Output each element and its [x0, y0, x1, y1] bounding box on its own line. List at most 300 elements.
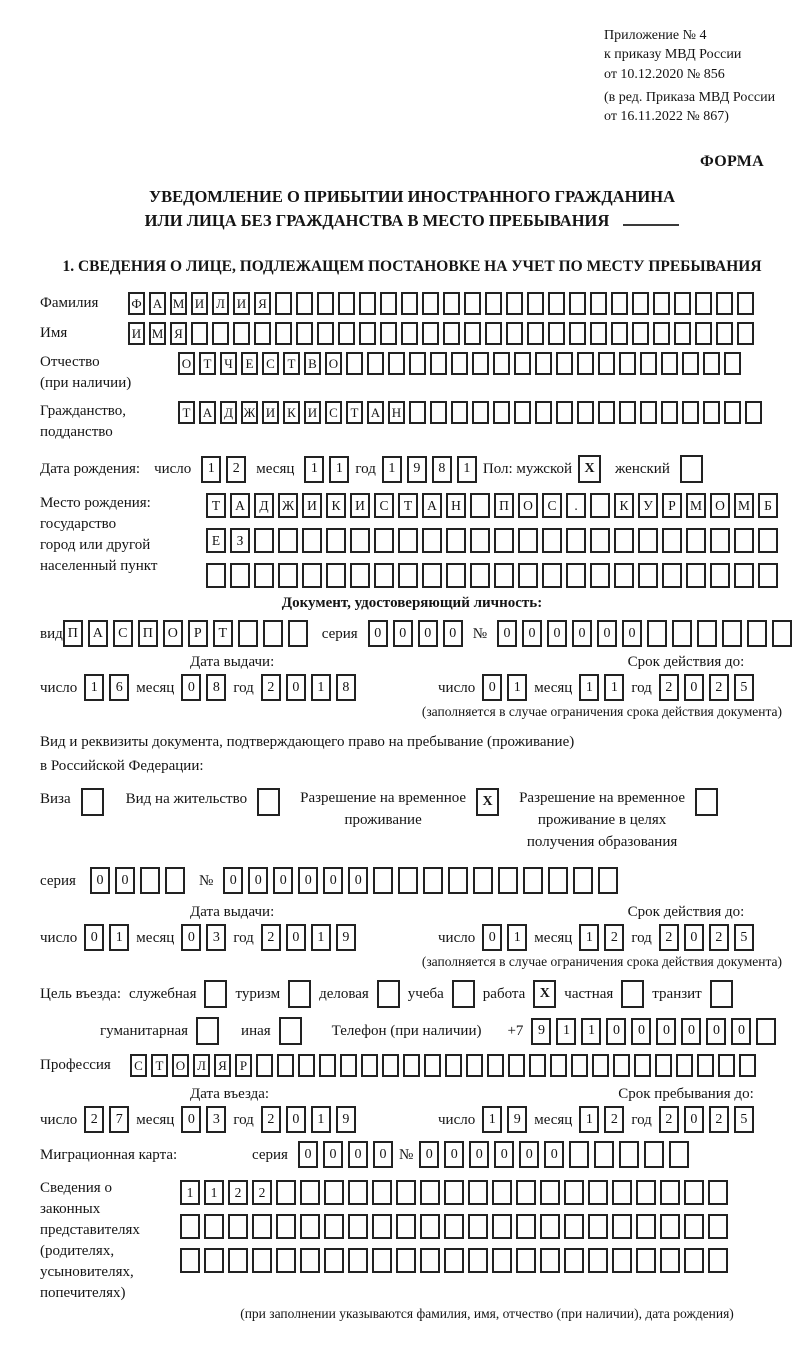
char-box[interactable]	[653, 322, 670, 345]
char-box[interactable]	[443, 292, 460, 315]
char-box[interactable]	[252, 1248, 272, 1273]
char-box[interactable]	[275, 322, 292, 345]
char-box[interactable]: Т	[283, 352, 300, 375]
char-box[interactable]	[564, 1180, 584, 1205]
char-box[interactable]	[470, 563, 490, 588]
char-box[interactable]: 2	[659, 1106, 679, 1133]
char-box[interactable]: 5	[734, 1106, 754, 1133]
legal-reps-boxes-row3[interactable]	[180, 1248, 728, 1273]
char-box[interactable]	[372, 1248, 392, 1273]
char-box[interactable]	[758, 563, 778, 588]
char-box[interactable]: Ж	[241, 401, 258, 424]
char-box[interactable]: Ч	[220, 352, 237, 375]
char-box[interactable]	[492, 1180, 512, 1205]
char-box[interactable]: 1	[556, 1018, 576, 1045]
char-box[interactable]	[737, 322, 754, 345]
id-issue-day-boxes[interactable]	[84, 674, 129, 701]
char-box[interactable]	[206, 563, 226, 588]
char-box[interactable]	[619, 401, 636, 424]
patronymic-boxes[interactable]	[178, 352, 741, 375]
char-box[interactable]	[472, 352, 489, 375]
given-name-boxes[interactable]	[128, 322, 754, 345]
char-box[interactable]	[493, 352, 510, 375]
char-box[interactable]	[212, 322, 229, 345]
char-box[interactable]	[577, 352, 594, 375]
char-box[interactable]: И	[128, 322, 145, 345]
char-box[interactable]	[569, 322, 586, 345]
char-box[interactable]	[380, 292, 397, 315]
char-box[interactable]	[644, 1141, 664, 1168]
char-box[interactable]	[302, 563, 322, 588]
char-box[interactable]: З	[230, 528, 250, 553]
char-box[interactable]: С	[113, 620, 133, 647]
char-box[interactable]	[396, 1180, 416, 1205]
char-box[interactable]: К	[283, 401, 300, 424]
char-box[interactable]: 0	[286, 924, 306, 951]
char-box[interactable]	[640, 352, 657, 375]
char-box[interactable]: Р	[235, 1054, 252, 1077]
char-box[interactable]	[527, 292, 544, 315]
char-box[interactable]	[444, 1248, 464, 1273]
char-box[interactable]	[619, 1141, 639, 1168]
char-box[interactable]	[614, 563, 634, 588]
char-box[interactable]	[566, 563, 586, 588]
birth-place-boxes-row3[interactable]	[206, 563, 778, 588]
char-box[interactable]: 8	[336, 674, 356, 701]
purpose-tourism-checkbox[interactable]	[288, 980, 311, 1008]
char-box[interactable]	[444, 1180, 464, 1205]
char-box[interactable]: 2	[84, 1106, 104, 1133]
char-box[interactable]	[300, 1214, 320, 1239]
char-box[interactable]	[569, 1141, 589, 1168]
char-box[interactable]	[588, 1248, 608, 1273]
stay-day-boxes[interactable]	[482, 1106, 527, 1133]
char-box[interactable]	[594, 1141, 614, 1168]
char-box[interactable]: К	[326, 493, 346, 518]
char-box[interactable]: Т	[178, 401, 195, 424]
char-box[interactable]	[636, 1214, 656, 1239]
char-box[interactable]	[708, 1180, 728, 1205]
char-box[interactable]: 0	[631, 1018, 651, 1045]
char-box[interactable]: 0	[373, 1141, 393, 1168]
char-box[interactable]	[300, 1248, 320, 1273]
char-box[interactable]	[422, 292, 439, 315]
id-valid-day-boxes[interactable]	[482, 674, 527, 701]
char-box[interactable]: 1	[382, 456, 402, 483]
char-box[interactable]	[634, 1054, 651, 1077]
char-box[interactable]	[464, 322, 481, 345]
char-box[interactable]: С	[542, 493, 562, 518]
char-box[interactable]: 0	[181, 674, 201, 701]
char-box[interactable]: 2	[709, 674, 729, 701]
char-box[interactable]: Д	[220, 401, 237, 424]
res-valid-month-boxes[interactable]	[579, 924, 624, 951]
id-issue-month-boxes[interactable]	[181, 674, 226, 701]
char-box[interactable]: И	[302, 493, 322, 518]
char-box[interactable]	[571, 1054, 588, 1077]
char-box[interactable]: 2	[659, 924, 679, 951]
char-box[interactable]: 0	[298, 1141, 318, 1168]
char-box[interactable]: М	[686, 493, 706, 518]
char-box[interactable]	[420, 1180, 440, 1205]
char-box[interactable]	[468, 1180, 488, 1205]
char-box[interactable]	[612, 1180, 632, 1205]
char-box[interactable]	[470, 493, 490, 518]
char-box[interactable]	[564, 1248, 584, 1273]
char-box[interactable]: О	[325, 352, 342, 375]
char-box[interactable]	[396, 1214, 416, 1239]
char-box[interactable]: 0	[348, 867, 368, 894]
char-box[interactable]	[684, 1180, 704, 1205]
char-box[interactable]: 0	[519, 1141, 539, 1168]
stay-year-boxes[interactable]	[659, 1106, 754, 1133]
char-box[interactable]: 0	[298, 867, 318, 894]
migration-number-boxes[interactable]	[419, 1141, 689, 1168]
char-box[interactable]: 3	[206, 1106, 226, 1133]
char-box[interactable]	[302, 528, 322, 553]
id-valid-year-boxes[interactable]	[659, 674, 754, 701]
phone-boxes[interactable]	[531, 1018, 776, 1045]
char-box[interactable]: 0	[656, 1018, 676, 1045]
char-box[interactable]: 0	[684, 1106, 704, 1133]
char-box[interactable]	[638, 528, 658, 553]
char-box[interactable]	[275, 292, 292, 315]
char-box[interactable]	[542, 528, 562, 553]
char-box[interactable]	[564, 1214, 584, 1239]
entry-day-boxes[interactable]	[84, 1106, 129, 1133]
char-box[interactable]	[640, 401, 657, 424]
char-box[interactable]	[506, 322, 523, 345]
char-box[interactable]	[588, 1180, 608, 1205]
char-box[interactable]: А	[199, 401, 216, 424]
char-box[interactable]	[518, 528, 538, 553]
char-box[interactable]: 2	[709, 924, 729, 951]
char-box[interactable]	[374, 528, 394, 553]
char-box[interactable]: 0	[90, 867, 110, 894]
char-box[interactable]: 2	[252, 1180, 272, 1205]
res-issue-month-boxes[interactable]	[181, 924, 226, 951]
char-box[interactable]: Е	[241, 352, 258, 375]
char-box[interactable]	[422, 322, 439, 345]
temp-residence-edu-checkbox[interactable]	[695, 788, 718, 816]
char-box[interactable]: 0	[684, 924, 704, 951]
visa-checkbox[interactable]	[81, 788, 104, 816]
char-box[interactable]	[348, 1180, 368, 1205]
char-box[interactable]	[485, 292, 502, 315]
char-box[interactable]	[684, 1214, 704, 1239]
char-box[interactable]	[278, 528, 298, 553]
char-box[interactable]	[372, 1180, 392, 1205]
res-series-boxes[interactable]	[90, 867, 185, 894]
char-box[interactable]: 2	[261, 1106, 281, 1133]
char-box[interactable]	[516, 1248, 536, 1273]
birth-place-boxes-row1[interactable]	[206, 493, 778, 518]
char-box[interactable]	[747, 620, 767, 647]
char-box[interactable]: 0	[606, 1018, 626, 1045]
char-box[interactable]: 0	[522, 620, 542, 647]
char-box[interactable]: 0	[323, 867, 343, 894]
char-box[interactable]	[758, 528, 778, 553]
char-box[interactable]	[697, 1054, 714, 1077]
char-box[interactable]: Р	[188, 620, 208, 647]
char-box[interactable]	[388, 352, 405, 375]
char-box[interactable]	[448, 867, 468, 894]
char-box[interactable]	[470, 528, 490, 553]
char-box[interactable]	[674, 292, 691, 315]
res-number-boxes[interactable]	[223, 867, 618, 894]
char-box[interactable]	[590, 563, 610, 588]
char-box[interactable]	[661, 401, 678, 424]
char-box[interactable]	[556, 401, 573, 424]
char-box[interactable]	[632, 292, 649, 315]
char-box[interactable]	[686, 528, 706, 553]
char-box[interactable]: 1	[457, 456, 477, 483]
char-box[interactable]	[722, 620, 742, 647]
char-box[interactable]: 0	[469, 1141, 489, 1168]
char-box[interactable]	[647, 620, 667, 647]
char-box[interactable]: О	[163, 620, 183, 647]
char-box[interactable]	[638, 563, 658, 588]
char-box[interactable]	[422, 528, 442, 553]
char-box[interactable]: И	[191, 292, 208, 315]
char-box[interactable]	[191, 322, 208, 345]
char-box[interactable]: 0	[84, 924, 104, 951]
char-box[interactable]	[288, 620, 308, 647]
char-box[interactable]	[403, 1054, 420, 1077]
char-box[interactable]: Д	[254, 493, 274, 518]
purpose-study-checkbox[interactable]	[452, 980, 475, 1008]
char-box[interactable]	[682, 401, 699, 424]
res-valid-year-boxes[interactable]	[659, 924, 754, 951]
profession-boxes[interactable]	[130, 1054, 756, 1077]
char-box[interactable]	[516, 1180, 536, 1205]
char-box[interactable]: О	[172, 1054, 189, 1077]
char-box[interactable]: 0	[706, 1018, 726, 1045]
char-box[interactable]: 0	[444, 1141, 464, 1168]
char-box[interactable]: 0	[544, 1141, 564, 1168]
char-box[interactable]	[724, 352, 741, 375]
char-box[interactable]	[611, 292, 628, 315]
char-box[interactable]: 8	[206, 674, 226, 701]
char-box[interactable]	[716, 322, 733, 345]
char-box[interactable]	[326, 563, 346, 588]
birth-place-boxes-row2[interactable]	[206, 528, 778, 553]
purpose-humanitarian-checkbox[interactable]	[196, 1017, 219, 1045]
char-box[interactable]: С	[130, 1054, 147, 1077]
char-box[interactable]: 1	[579, 674, 599, 701]
char-box[interactable]	[277, 1054, 294, 1077]
char-box[interactable]	[684, 1248, 704, 1273]
char-box[interactable]: 2	[261, 674, 281, 701]
char-box[interactable]	[367, 352, 384, 375]
char-box[interactable]: Т	[199, 352, 216, 375]
char-box[interactable]	[710, 528, 730, 553]
char-box[interactable]	[662, 528, 682, 553]
char-box[interactable]	[710, 563, 730, 588]
char-box[interactable]: 0	[115, 867, 135, 894]
purpose-transit-checkbox[interactable]	[710, 980, 733, 1008]
char-box[interactable]	[296, 292, 313, 315]
char-box[interactable]	[590, 493, 610, 518]
char-box[interactable]: Р	[662, 493, 682, 518]
char-box[interactable]	[464, 292, 481, 315]
char-box[interactable]: 0	[547, 620, 567, 647]
char-box[interactable]	[180, 1248, 200, 1273]
char-box[interactable]: 0	[181, 924, 201, 951]
char-box[interactable]: Т	[151, 1054, 168, 1077]
migration-series-boxes[interactable]	[298, 1141, 393, 1168]
char-box[interactable]	[278, 563, 298, 588]
char-box[interactable]	[697, 620, 717, 647]
res-issue-day-boxes[interactable]	[84, 924, 129, 951]
char-box[interactable]	[590, 322, 607, 345]
char-box[interactable]: 1	[311, 674, 331, 701]
birth-month-boxes[interactable]	[304, 456, 349, 483]
char-box[interactable]	[296, 322, 313, 345]
char-box[interactable]	[256, 1054, 273, 1077]
char-box[interactable]: 0	[393, 620, 413, 647]
char-box[interactable]	[636, 1180, 656, 1205]
char-box[interactable]: 0	[622, 620, 642, 647]
char-box[interactable]: 1	[507, 674, 527, 701]
char-box[interactable]	[444, 1214, 464, 1239]
char-box[interactable]: 2	[709, 1106, 729, 1133]
char-box[interactable]	[361, 1054, 378, 1077]
char-box[interactable]	[451, 401, 468, 424]
char-box[interactable]: О	[710, 493, 730, 518]
purpose-work-checkbox[interactable]: X	[533, 980, 556, 1008]
char-box[interactable]: Н	[446, 493, 466, 518]
char-box[interactable]: Т	[206, 493, 226, 518]
char-box[interactable]: 0	[286, 1106, 306, 1133]
char-box[interactable]	[716, 292, 733, 315]
char-box[interactable]	[340, 1054, 357, 1077]
char-box[interactable]	[468, 1248, 488, 1273]
char-box[interactable]: 0	[482, 674, 502, 701]
char-box[interactable]	[655, 1054, 672, 1077]
char-box[interactable]	[535, 352, 552, 375]
char-box[interactable]	[446, 528, 466, 553]
char-box[interactable]	[506, 292, 523, 315]
entry-year-boxes[interactable]	[261, 1106, 356, 1133]
char-box[interactable]	[598, 867, 618, 894]
purpose-official-checkbox[interactable]	[204, 980, 227, 1008]
char-box[interactable]	[518, 563, 538, 588]
char-box[interactable]	[724, 401, 741, 424]
sex-female-checkbox[interactable]	[680, 455, 703, 483]
char-box[interactable]	[359, 292, 376, 315]
char-box[interactable]: Т	[398, 493, 418, 518]
char-box[interactable]	[514, 352, 531, 375]
purpose-private-checkbox[interactable]	[621, 980, 644, 1008]
char-box[interactable]	[590, 528, 610, 553]
entry-month-boxes[interactable]	[181, 1106, 226, 1133]
char-box[interactable]	[233, 322, 250, 345]
char-box[interactable]: М	[170, 292, 187, 315]
char-box[interactable]	[204, 1248, 224, 1273]
birth-day-boxes[interactable]	[201, 456, 246, 483]
char-box[interactable]	[317, 292, 334, 315]
purpose-other-checkbox[interactable]	[279, 1017, 302, 1045]
char-box[interactable]: В	[304, 352, 321, 375]
char-box[interactable]	[498, 867, 518, 894]
char-box[interactable]: М	[149, 322, 166, 345]
doc-type-boxes[interactable]	[63, 620, 308, 647]
char-box[interactable]: У	[638, 493, 658, 518]
char-box[interactable]: И	[304, 401, 321, 424]
legal-reps-boxes-row2[interactable]	[180, 1214, 728, 1239]
char-box[interactable]	[636, 1248, 656, 1273]
char-box[interactable]	[472, 401, 489, 424]
char-box[interactable]: 0	[482, 924, 502, 951]
char-box[interactable]	[468, 1214, 488, 1239]
char-box[interactable]	[451, 352, 468, 375]
char-box[interactable]: А	[367, 401, 384, 424]
char-box[interactable]	[338, 322, 355, 345]
char-box[interactable]	[252, 1214, 272, 1239]
char-box[interactable]: 9	[336, 924, 356, 951]
char-box[interactable]	[577, 401, 594, 424]
char-box[interactable]: 1	[109, 924, 129, 951]
char-box[interactable]	[348, 1214, 368, 1239]
char-box[interactable]: 0	[348, 1141, 368, 1168]
char-box[interactable]	[703, 352, 720, 375]
char-box[interactable]: 0	[597, 620, 617, 647]
char-box[interactable]	[317, 322, 334, 345]
char-box[interactable]: 0	[494, 1141, 514, 1168]
char-box[interactable]	[514, 401, 531, 424]
char-box[interactable]	[695, 322, 712, 345]
char-box[interactable]	[382, 1054, 399, 1077]
char-box[interactable]	[734, 563, 754, 588]
purpose-business-checkbox[interactable]	[377, 980, 400, 1008]
char-box[interactable]	[324, 1180, 344, 1205]
char-box[interactable]	[672, 620, 692, 647]
char-box[interactable]	[695, 292, 712, 315]
char-box[interactable]: 1	[579, 1106, 599, 1133]
char-box[interactable]	[612, 1214, 632, 1239]
char-box[interactable]	[180, 1214, 200, 1239]
char-box[interactable]	[276, 1214, 296, 1239]
char-box[interactable]	[739, 1054, 756, 1077]
char-box[interactable]	[487, 1054, 504, 1077]
res-valid-day-boxes[interactable]	[482, 924, 527, 951]
char-box[interactable]	[772, 620, 792, 647]
char-box[interactable]	[230, 563, 250, 588]
char-box[interactable]: А	[88, 620, 108, 647]
char-box[interactable]	[409, 401, 426, 424]
char-box[interactable]: А	[230, 493, 250, 518]
char-box[interactable]: Л	[193, 1054, 210, 1077]
char-box[interactable]: 0	[273, 867, 293, 894]
char-box[interactable]: 9	[531, 1018, 551, 1045]
char-box[interactable]: 2	[261, 924, 281, 951]
temp-residence-checkbox[interactable]: X	[476, 788, 499, 816]
char-box[interactable]	[466, 1054, 483, 1077]
char-box[interactable]	[682, 352, 699, 375]
char-box[interactable]	[661, 352, 678, 375]
char-box[interactable]	[398, 528, 418, 553]
char-box[interactable]	[556, 352, 573, 375]
char-box[interactable]: 1	[482, 1106, 502, 1133]
char-box[interactable]	[238, 620, 258, 647]
char-box[interactable]	[494, 563, 514, 588]
char-box[interactable]	[632, 322, 649, 345]
char-box[interactable]	[614, 528, 634, 553]
char-box[interactable]: 0	[443, 620, 463, 647]
char-box[interactable]: К	[614, 493, 634, 518]
char-box[interactable]: 0	[248, 867, 268, 894]
